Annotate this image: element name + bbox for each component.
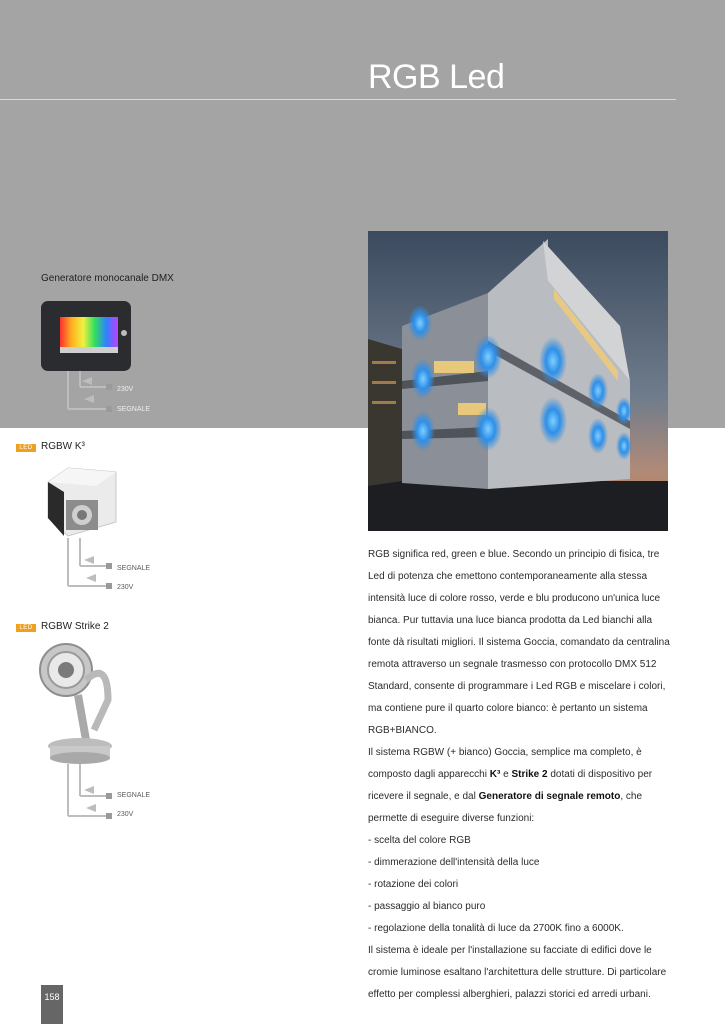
page-number: 158	[44, 992, 60, 1002]
description-text	[368, 544, 670, 1006]
building-illustration	[368, 231, 668, 531]
list-item: - scelta del colore RGB	[368, 835, 471, 846]
product2-label-segnale: SEGNALE	[117, 792, 151, 799]
list-item: - dimmerazione dell'intensità della luce	[368, 857, 540, 868]
page-number-tab	[41, 985, 63, 1024]
rgbw-k3-illustration	[38, 462, 138, 597]
product1-label-segnale: SEGNALE	[117, 565, 151, 572]
generator-label-230v: 230V	[117, 386, 134, 393]
led-badge: LED	[16, 624, 36, 632]
product2-name: RGBW Strike 2	[41, 621, 109, 632]
list-item: - regolazione della tonalità di luce da 2700K fino a 6000K.	[368, 923, 624, 934]
building-photo	[368, 231, 668, 531]
generator-caption: Generatore monocanale DMX	[41, 273, 174, 284]
product1-name: RGBW K³	[41, 441, 85, 452]
product1-label-230v: 230V	[117, 584, 134, 591]
title-divider	[0, 99, 676, 100]
led-badge: LED	[16, 444, 36, 452]
product2-label-230v: 230V	[117, 811, 134, 818]
generator-label-segnale: SEGNALE	[117, 406, 151, 413]
paragraph-conclusion: Il sistema è ideale per l'installazione su facciate di edifici dove le cromie luminose esaltano l'architettura delle strutture. Di particolare effetto per complessi alberghieri, palazzi storici ed arredi urbani.	[368, 945, 667, 1000]
list-item: - rotazione dei colori	[368, 879, 459, 890]
paragraph-system: Il sistema RGBW (+ bianco) Goccia, semplice ma completo, è composto dagli apparecchi K³ e Strike 2 dotati di dispositivo per ricevere il segnale, e dal Generatore di segnale remoto, che permette di eseguire diverse funzioni:	[368, 747, 653, 824]
page-title: RGB Led	[368, 58, 505, 96]
list-item: - passaggio al bianco puro	[368, 901, 486, 912]
paragraph-intro: RGB significa red, green e blue. Secondo un principio di fisica, tre Led di potenza che emettono contemporaneamente alla stessa intensità luce di colore rosso, verde e blu producono un'unica luce bianca. Pur tuttavia una luce bianca prodotta da Led bianchi alla fonte dà risultati migliori. Il sistema Goccia, comandato da centralina remota attraverso un segnale trasmesso con protocollo DMX 512 Standard, consente di programmare i Led RGB e miscelare i colori, ma contiene pure il quarto colore bianco: è pertanto un sistema RGB+BIANCO.	[368, 549, 670, 736]
generator-illustration	[38, 297, 158, 422]
